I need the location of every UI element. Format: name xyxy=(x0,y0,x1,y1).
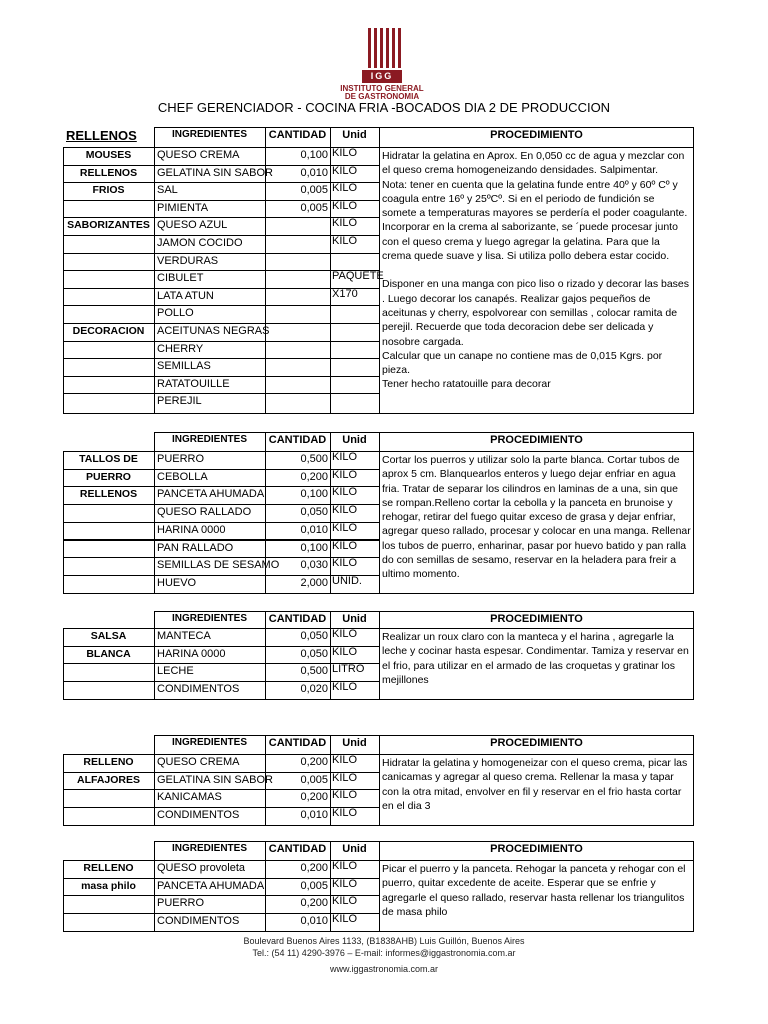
row-label: RELLENOS xyxy=(79,488,138,501)
ingredient-unit xyxy=(332,374,379,392)
ingredient-quantity xyxy=(265,288,330,306)
header-ingredients: INGREDIENTES xyxy=(171,434,247,445)
row-label xyxy=(63,358,154,376)
ingredient-unit: KILO xyxy=(332,199,358,212)
header-unit: Unid xyxy=(342,843,367,855)
row-label xyxy=(63,253,154,271)
ingredient-unit: KILO xyxy=(332,628,358,640)
ingredient-name: HARINA 0000 xyxy=(157,523,226,536)
ingredient-unit: PAQUETE xyxy=(332,270,384,283)
ingredient-unit: KILO xyxy=(332,504,358,517)
ingredient-unit: UNID. xyxy=(332,574,362,587)
ingredient-name: GELATINA SIN SABOR xyxy=(157,166,273,179)
footer-website[interactable]: www.iggastronomia.com.ar xyxy=(329,964,439,974)
procedure-paragraph: Calcular que un canape no contiene mas de 0,015 Kgrs. por pieza. xyxy=(382,349,663,377)
ingredient-quantity: 0,200 xyxy=(300,897,328,910)
ingredient-unit: KILO xyxy=(332,645,358,658)
row-label xyxy=(63,540,154,558)
ingredient-unit: KILO xyxy=(332,895,358,908)
row-label: BLANCA xyxy=(86,647,131,660)
ingredient-name: PIMIENTA xyxy=(157,201,209,214)
ingredient-name: PANCETA AHUMADA xyxy=(157,879,265,892)
ingredient-quantity: 0,200 xyxy=(300,470,328,483)
ingredient-name: CONDIMENTOS xyxy=(157,809,240,822)
ingredient-name: SEMILLAS xyxy=(157,360,211,373)
ingredient-quantity: 0,050 xyxy=(300,647,328,660)
ingredient-quantity: 0,010 xyxy=(300,915,328,928)
ingredient-name: GELATINA SIN SABOR xyxy=(157,773,273,786)
header-quantity: CANTIDAD xyxy=(268,737,327,749)
row-label xyxy=(63,305,154,323)
ingredient-quantity: 2,000 xyxy=(300,576,328,589)
header-ingredients: INGREDIENTES xyxy=(171,613,247,624)
row-label xyxy=(63,288,154,306)
ingredient-quantity: 0,200 xyxy=(300,862,328,874)
ingredient-name: SEMILLAS DE SESAMO xyxy=(157,559,280,572)
procedure-paragraph: Hidratar la gelatina en Aprox. En 0,050 cc de agua y mezclar con el queso crema homogeneizando densidades. Salpimentar. xyxy=(382,150,685,177)
row-label: SALSA xyxy=(90,630,127,642)
ingredient-quantity: 0,005 xyxy=(300,879,328,892)
ingredient-unit: KILO xyxy=(332,860,358,872)
ingredient-name: MANTECA xyxy=(157,630,211,642)
procedure-paragraph: Hidratar la gelatina y homogeneizar con el queso crema, picar las canicamas y agregar al queso crema. Rellenar la masa y tapar con la otra mitad, envolver en fil y reservar en el frio hasta cortar en el dia 3 xyxy=(382,757,688,812)
ingredient-quantity: 0,010 xyxy=(300,166,328,179)
ingredient-unit: KILO xyxy=(332,754,358,766)
ingredient-unit: LITRO xyxy=(332,663,365,676)
header-quantity: CANTIDAD xyxy=(268,434,327,446)
ingredient-name: CHERRY xyxy=(157,342,204,355)
row-label xyxy=(63,575,154,593)
ingredient-quantity xyxy=(265,217,330,235)
row-label: RELLENOS xyxy=(79,166,138,179)
ingredient-name: PUERRO xyxy=(157,453,205,465)
ingredient-name: QUESO RALLADO xyxy=(157,506,252,519)
ingredient-name: QUESO CREMA xyxy=(157,756,240,768)
header-quantity: CANTIDAD xyxy=(268,843,327,855)
header-ingredients: INGREDIENTES xyxy=(171,129,247,140)
header-ingredients: INGREDIENTES xyxy=(171,843,247,854)
ingredient-quantity xyxy=(265,253,330,271)
header-ingredients: INGREDIENTES xyxy=(171,737,247,748)
footer-contact: Tel.: (54 11) 4290-3976 – E-mail: informes@iggastronomia.com.ar xyxy=(252,948,516,958)
row-label xyxy=(63,681,154,699)
ingredient-quantity: 0,005 xyxy=(300,184,328,197)
ingredient-unit: KILO xyxy=(332,486,358,499)
row-label xyxy=(63,807,154,825)
procedure-text xyxy=(379,147,694,414)
procedure-paragraph xyxy=(382,263,691,277)
row-label: FRIOS xyxy=(92,184,125,197)
header-unit: Unid xyxy=(342,434,367,446)
row-label xyxy=(63,376,154,394)
ingredient-unit xyxy=(332,321,379,339)
row-label: ALFAJORES xyxy=(76,773,140,786)
ingredient-unit: KILO xyxy=(332,681,358,694)
ingredient-quantity: 0,100 xyxy=(300,488,328,501)
procedure-text xyxy=(379,451,694,594)
ingredient-name: CONDIMENTOS xyxy=(157,915,240,928)
ingredient-quantity: 0,500 xyxy=(300,453,328,465)
ingredient-unit: KILO xyxy=(332,877,358,890)
header-unit: Unid xyxy=(342,613,367,625)
logo-text-line-2: DE GASTRONOMIA xyxy=(344,92,420,101)
ingredient-unit: KILO xyxy=(332,789,358,802)
procedure-paragraph: Incorporar en la crema al saborizante, se ´puede procesar junto con el queso crema y luego agregar la gelatina. Para que la crema quede suave y lisa. Si utiliza pollo debera estar cocido. xyxy=(382,221,678,263)
row-label xyxy=(63,789,154,807)
ingredient-name: SAL xyxy=(157,184,178,197)
ingredient-name: LECHE xyxy=(157,665,194,678)
row-label xyxy=(63,557,154,575)
ingredient-quantity xyxy=(265,393,330,413)
procedure-text xyxy=(379,754,694,826)
ingredient-quantity: 0,050 xyxy=(300,506,328,519)
procedure-paragraph: Tener hecho ratatouille para decorar xyxy=(382,378,551,391)
ingredient-quantity xyxy=(265,270,330,288)
ingredient-unit: KILO xyxy=(332,771,358,784)
row-label xyxy=(63,522,154,540)
ingredient-unit: X170 xyxy=(332,287,358,300)
procedure-paragraph: Realizar un roux claro con la manteca y el harina , agregarle la leche y cocinar hasta espesar. Condimentar. Tamiza y reservar en el frio, para utilizar en el armado de las croquetas y gratinar los mejillones xyxy=(382,631,689,686)
ingredient-unit xyxy=(332,303,379,321)
row-label: masa philo xyxy=(81,879,136,892)
ingredient-unit: KILO xyxy=(332,807,358,820)
row-label: TALLOS DE xyxy=(79,453,138,465)
ingredient-name: JAMON COCIDO xyxy=(157,237,243,249)
row-label xyxy=(63,504,154,522)
row-label xyxy=(63,663,154,681)
ingredient-unit xyxy=(332,251,379,269)
ingredient-name: PANCETA AHUMADA xyxy=(157,488,265,501)
logo-bars-icon xyxy=(368,28,402,68)
ingredient-name: KANICAMAS xyxy=(157,791,222,804)
ingredient-unit xyxy=(332,356,379,374)
logo-badge: IGG xyxy=(362,70,402,83)
ingredient-quantity: 0,200 xyxy=(300,791,328,804)
ingredient-quantity xyxy=(265,323,330,341)
ingredient-quantity: 0,005 xyxy=(300,773,328,786)
ingredient-unit: KILO xyxy=(332,147,358,159)
row-label: RELLENO xyxy=(83,756,134,768)
procedure-text xyxy=(379,628,694,700)
ingredient-unit: KILO xyxy=(332,235,358,247)
ingredient-name: CONDIMENTOS xyxy=(157,683,240,696)
ingredient-name: QUESO CREMA xyxy=(157,149,240,161)
procedure-paragraph: Picar el puerro y la panceta. Rehogar la panceta y rehogar con el puerro, quitar excedente de aceite. Esperar que se enfrie y agregarle el queso rallado, reservar hasta rellenar los triangulitos de masa philo xyxy=(382,863,686,918)
header-unit: Unid xyxy=(342,129,367,141)
ingredient-name: PAN RALLADO xyxy=(157,541,234,554)
row-label xyxy=(63,235,154,253)
row-label xyxy=(63,341,154,359)
header-unit: Unid xyxy=(342,737,367,749)
ingredient-name: CIBULET xyxy=(157,272,204,285)
ingredient-unit xyxy=(332,339,379,357)
ingredient-unit: KILO xyxy=(332,557,358,570)
row-label xyxy=(63,895,154,913)
ingredient-quantity: 0,100 xyxy=(300,149,328,161)
header-procedure: PROCEDIMIENTO xyxy=(490,129,583,141)
ingredient-quantity xyxy=(265,376,330,394)
ingredient-unit: KILO xyxy=(332,217,358,230)
ingredient-unit: KILO xyxy=(332,468,358,481)
ingredient-unit: KILO xyxy=(332,913,358,926)
row-label: MOUSES xyxy=(85,149,132,161)
header-procedure: PROCEDIMIENTO xyxy=(490,737,583,749)
ingredient-name: RATATOUILLE xyxy=(157,377,230,390)
header-procedure: PROCEDIMIENTO xyxy=(490,843,583,855)
page-title: CHEF GERENCIADOR - COCINA FRIA -BOCADOS DIA 2 DE PRODUCCION xyxy=(157,100,611,115)
procedure-paragraph: Cortar los puerros y utilizar solo la parte blanca. Cortar tubos de aprox 5 cm. Blanquearlos enteros y luego dejar enfriar en agua fria. Tratar de separar los cilindros en laminas de a una, sin que se rompan.Relleno cortar la cebolla y la panceta en brunoise y rehogar, retirar del fuego quitar exceso de grasa y dejar enfriar, agregar queso rallado, procesar y colocar en una manga. Rellenar los tubos de puerro, enharinar, pasar por huevo batido y pan ralla do con semillas de sesamo, reservar en la heladera para freir a ultimo momento. xyxy=(382,454,691,581)
row-label xyxy=(63,393,154,413)
header-quantity: CANTIDAD xyxy=(268,129,327,141)
ingredient-quantity: 0,100 xyxy=(300,541,328,554)
logo-text-line-1: INSTITUTO GENERAL xyxy=(340,84,424,93)
ingredient-name: VERDURAS xyxy=(157,254,219,267)
ingredient-quantity: 0,500 xyxy=(300,665,328,678)
row-label xyxy=(63,200,154,218)
ingredient-quantity: 0,020 xyxy=(300,683,328,696)
ingredient-quantity xyxy=(265,341,330,359)
ingredient-unit: KILO xyxy=(332,182,358,195)
procedure-text xyxy=(379,860,694,932)
ingredient-unit: KILO xyxy=(332,451,358,463)
row-label: DECORACION xyxy=(72,325,145,337)
header-procedure: PROCEDIMIENTO xyxy=(490,434,583,446)
ingredient-name: PUERRO xyxy=(157,897,205,910)
ingredient-name: QUESO AZUL xyxy=(157,219,228,232)
ingredient-quantity: 0,010 xyxy=(300,523,328,536)
row-label xyxy=(63,270,154,288)
ingredient-quantity: 0,010 xyxy=(300,809,328,822)
ingredient-unit: KILO xyxy=(332,539,358,552)
ingredient-name: LATA ATUN xyxy=(157,289,214,302)
ingredient-unit xyxy=(332,391,379,411)
ingredient-name: POLLO xyxy=(157,307,194,320)
ingredient-unit: KILO xyxy=(332,164,358,177)
procedure-paragraph: Disponer en una manga con pico liso o rizado y decorar las bases . Luego decorar los canapés. Realizar gajos pequeños de aceitunas y cherry, espolvorear con semillas , colocar ramita de perejil. Recuerde que toda decoracion debe ser delicada y nosobre cargada. xyxy=(382,278,690,348)
ingredient-name: CEBOLLA xyxy=(157,470,208,483)
igg-logo xyxy=(340,28,424,102)
footer-address: Boulevard Buenos Aires 1133, (B1838AHB) Luis Guillón, Buenos Aires xyxy=(243,936,525,946)
ingredient-quantity: 0,005 xyxy=(300,201,328,214)
header-quantity: CANTIDAD xyxy=(268,613,327,625)
row-label: PUERRO xyxy=(86,470,131,483)
row-label: SABORIZANTES xyxy=(67,219,150,232)
section-title: RELLENOS xyxy=(66,128,137,143)
row-label: RELLENO xyxy=(83,862,134,874)
ingredient-quantity xyxy=(265,305,330,323)
ingredient-unit: KILO xyxy=(332,521,358,534)
ingredient-name: ACEITUNAS NEGRAS xyxy=(157,325,270,337)
ingredient-quantity xyxy=(265,358,330,376)
ingredient-name: HARINA 0000 xyxy=(157,647,226,660)
ingredient-name: HUEVO xyxy=(157,576,197,589)
ingredient-quantity: 0,030 xyxy=(300,559,328,572)
ingredient-quantity: 0,200 xyxy=(300,756,328,768)
ingredient-name: QUESO provoleta xyxy=(157,862,246,874)
ingredient-quantity xyxy=(265,235,330,253)
ingredient-quantity: 0,050 xyxy=(300,630,328,642)
procedure-paragraph: Nota: tener en cuenta que la gelatina funde entre 40º y 60º Cº y coagula entre 16º y 25ºCº. Si en el periodo de fundición se somete a temperaturas mayores se perdería el poder coagulante. xyxy=(382,178,688,220)
header-procedure: PROCEDIMIENTO xyxy=(490,613,583,625)
row-label xyxy=(63,913,154,931)
ingredient-name: PEREJIL xyxy=(157,395,202,408)
